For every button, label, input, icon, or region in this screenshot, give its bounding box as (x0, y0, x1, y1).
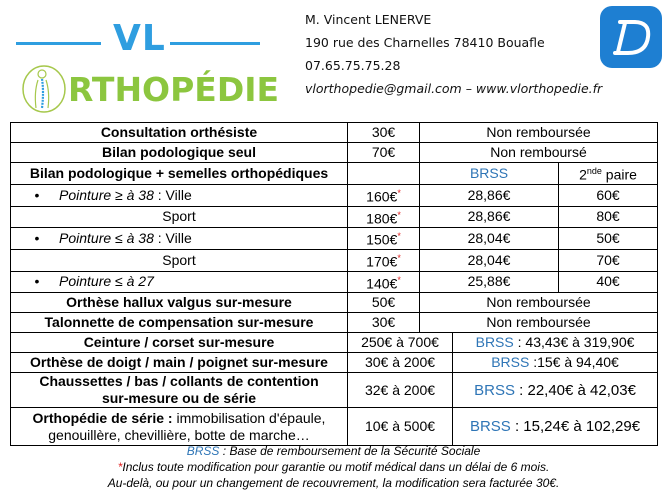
row-brss (453, 333, 658, 353)
asterisk: * (397, 252, 401, 263)
second-pair-num: 2 (579, 166, 587, 183)
table-row (11, 185, 658, 207)
row-brss: 28,86€ (420, 206, 559, 228)
row-price: 30€ à 200€ (348, 353, 453, 373)
table-row (11, 353, 658, 373)
logo-orthopedie (16, 64, 280, 114)
label-bold: Orthopédie de série : (32, 409, 173, 426)
bullet: • (34, 230, 40, 247)
logo-vl-text: VL (113, 18, 166, 59)
row-label (11, 228, 348, 250)
brss-value: : 22,40€ à 42,03€ (514, 381, 636, 399)
contact-block (305, 8, 602, 100)
logo-line-left (16, 42, 101, 45)
brss-label: BRSS (491, 354, 530, 371)
footer-note2: Au-delà, ou pour un changement de recouvrement, la modification sera facturée 30€. (107, 476, 560, 490)
logo-line-right (170, 42, 260, 45)
d-letter-icon (600, 6, 662, 68)
second-pair-header (559, 163, 658, 185)
table-row (11, 271, 658, 293)
brss-def: : Base de remboursement de la Sécurité Sociale (219, 444, 481, 458)
contact-address: 190 rue des Charnelles 78410 Bouafle (305, 35, 545, 50)
row-price: 10€ à 500€ (348, 408, 453, 446)
bullet: • (34, 186, 40, 203)
size-label: Pointure ≤ à 27 (59, 273, 154, 290)
row-price (348, 271, 420, 293)
price: 160€ (366, 188, 398, 205)
brss-value: :15€ à 94,40€ (529, 354, 619, 371)
price-table (10, 122, 658, 446)
row-label: Orthèse de doigt / main / poignet sur-mesure (11, 353, 348, 373)
asterisk: * (397, 188, 401, 198)
row-brss: 28,04€ (420, 249, 559, 271)
table-row (11, 293, 658, 313)
row-price (348, 228, 420, 250)
label-line2: sur-mesure ou de série (101, 390, 257, 407)
asterisk: * (397, 274, 401, 285)
row-brss: 25,88€ (420, 271, 559, 293)
row-label: Talonnette de compensation sur-mesure (11, 313, 348, 333)
table-row (11, 408, 658, 446)
footer-note1 (0, 459, 667, 475)
row-price: 70€ (348, 143, 420, 163)
row-second: 60€ (559, 185, 658, 207)
row-refund: Non remboursée (420, 123, 658, 143)
row-second: 50€ (559, 228, 658, 250)
bullet: • (34, 273, 40, 290)
row-brss (453, 408, 658, 446)
contact-phone[interactable]: 07.65.75.75.28 (305, 58, 401, 73)
asterisk: * (397, 209, 401, 220)
note1: Inclus toute modification pour garantie ou motif médical dans un délai de 6 mois. (122, 460, 550, 474)
table-row (11, 228, 658, 250)
row-refund: Non remboursée (420, 293, 658, 313)
row-price (348, 249, 420, 271)
price: 140€ (366, 275, 398, 292)
footer-brss-definition (0, 443, 667, 459)
brss-label: BRSS (474, 381, 515, 399)
row-price: 250€ à 700€ (348, 333, 453, 353)
row-label (11, 408, 348, 446)
vl-orthopedie-logo (10, 8, 280, 109)
spine-figure-icon (20, 64, 70, 114)
price: 170€ (366, 253, 398, 270)
type-label: : Ville (157, 230, 192, 247)
row-brss: 28,04€ (420, 228, 559, 250)
row-price: 50€ (348, 293, 420, 313)
label-line1: Chaussettes / bas / collants de contention (39, 373, 319, 390)
table-row (11, 143, 658, 163)
asterisk: * (117, 460, 123, 474)
brss-value: : 43,43€ à 319,90€ (513, 334, 635, 351)
contact-name: M. Vincent LENERVE (305, 12, 432, 27)
row-brss (453, 353, 658, 373)
row-refund: Non remboursée (420, 313, 658, 333)
row-refund: Non remboursé (420, 143, 658, 163)
table-row (11, 373, 658, 408)
brss-label: BRSS (475, 334, 514, 351)
label-rest: immobilisation d'épaule, (172, 409, 326, 426)
second-pair-rest: paire (601, 166, 637, 183)
row-label: Orthèse hallux valgus sur-mesure (11, 293, 348, 313)
brss-header: BRSS (420, 163, 559, 185)
row-brss (453, 373, 658, 408)
size-label: Pointure ≤ à 38 (59, 230, 158, 247)
table-row (11, 333, 658, 353)
price: 150€ (366, 231, 398, 248)
brss-value: : 15,24€ à 102,29€ (510, 418, 641, 436)
contact-email-web[interactable]: vlorthopedie@gmail.com – www.vlorthopedie.fr (305, 81, 603, 96)
row-price (348, 185, 420, 207)
logo-orthopedie-text: RTHOPÉDIE (68, 70, 280, 109)
table-row (11, 313, 658, 333)
brss-label: BRSS (186, 444, 220, 458)
row-second: 70€ (559, 249, 658, 271)
type-label: : Ville (157, 186, 192, 203)
row-label: Consultation orthésiste (11, 123, 348, 143)
row-price: 32€ à 200€ (348, 373, 453, 408)
row-price: 30€ (348, 313, 420, 333)
price: 180€ (366, 210, 398, 227)
table-row (11, 206, 658, 228)
row-label (11, 271, 348, 293)
label-line2: genouillère, chevillière, botte de marche… (48, 426, 310, 443)
doctolib-app-icon[interactable] (600, 6, 662, 68)
size-label: Pointure ≥ à 38 (59, 186, 158, 203)
table-row (11, 123, 658, 143)
row-label (11, 185, 348, 207)
table-row (11, 249, 658, 271)
footer-notes (0, 443, 667, 491)
row-label: Bilan podologique seul (11, 143, 348, 163)
brss-label: BRSS (469, 418, 511, 436)
row-price (348, 206, 420, 228)
row-second: 40€ (559, 271, 658, 293)
row-second: 80€ (559, 206, 658, 228)
row-label: Sport (11, 206, 348, 228)
table-row (11, 163, 658, 185)
row-label (11, 373, 348, 408)
row-label: Bilan podologique + semelles orthopédiques (11, 163, 348, 185)
row-label: Ceinture / corset sur-mesure (11, 333, 348, 353)
row-label: Sport (11, 249, 348, 271)
row-price: 30€ (348, 123, 420, 143)
row-brss: 28,86€ (420, 185, 559, 207)
asterisk: * (397, 231, 401, 242)
row-price-empty (348, 163, 420, 185)
second-pair-sup: nde (586, 166, 602, 177)
